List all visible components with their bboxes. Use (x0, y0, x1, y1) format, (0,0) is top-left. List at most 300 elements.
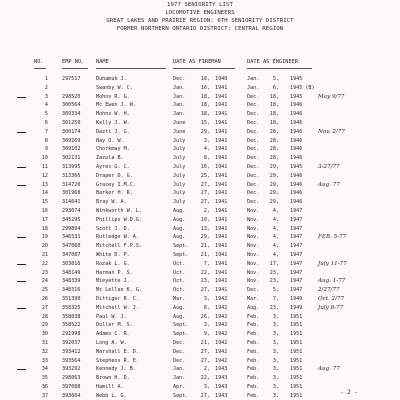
district-line: FORMER NORTHERN ONTARIO DISTRICT: CENTRAL REGION (116, 26, 284, 32)
fireman-day: 3, (203, 296, 210, 302)
employee-number: 300564 (62, 102, 81, 109)
engineer-day: 5, (272, 76, 279, 82)
engineer-year: 1946 (290, 137, 303, 144)
engineer-year: 1946 (290, 111, 303, 118)
row-number: 35 (41, 375, 48, 382)
engineer-day: 18, (269, 102, 279, 109)
col-underline (34, 68, 46, 69)
engineer-month: Feb. (247, 322, 260, 329)
row-number: 24 (41, 278, 48, 285)
handwritten-note: May 9/77 (318, 93, 345, 100)
engineer-day: 28, (269, 146, 279, 153)
fireman-month: July (173, 199, 186, 206)
table-row (0, 286, 400, 295)
table-row (0, 357, 400, 366)
employee-number: 397088 (62, 384, 81, 390)
employee-number: 393412 (62, 348, 81, 355)
employee-name: Scott J. D. (96, 225, 130, 232)
employee-name: Ayres G. C. (96, 164, 130, 170)
fireman-day: 22, (200, 269, 210, 276)
engineer-day: 23, (269, 269, 279, 276)
row-number: 6 (44, 120, 48, 126)
engineer-day: 18, (269, 120, 279, 126)
engineer-month: Dec. (247, 128, 260, 135)
employee-number: 358038 (62, 313, 81, 320)
employee-name: Brown H. D. (96, 375, 130, 382)
employee-number: 393664 (62, 392, 81, 399)
row-number: 20 (41, 243, 48, 250)
engineer-month: Aug. (247, 304, 260, 311)
engineer-month: Dec. (247, 93, 260, 100)
fireman-day: 21, (200, 243, 210, 250)
employee-number: 291998 (62, 331, 81, 338)
fireman-year: 1942 (215, 313, 228, 320)
engineer-month: Jan. (247, 84, 260, 91)
handwritten-note: FEB. 5-77 (318, 234, 347, 241)
fireman-month: June (173, 128, 186, 135)
engineer-year: 1946 (290, 181, 303, 188)
fireman-year: 1941 (215, 260, 228, 267)
employee-number: 302131 (62, 155, 81, 162)
employee-number: 346531 (62, 234, 81, 241)
engineer-year: 1951 (290, 392, 303, 399)
engineer-year: 1947 (290, 216, 303, 223)
fireman-day: 6, (203, 304, 210, 311)
engineer-day: 4, (272, 234, 279, 241)
engineer-month: Dec. (247, 164, 260, 170)
fireman-year: 1941 (215, 269, 228, 276)
employee-number: 309169 (62, 137, 81, 144)
fireman-year: 1942 (215, 348, 228, 355)
table-row (0, 172, 400, 181)
employee-number: 297517 (62, 76, 81, 82)
engineer-year: 1946 (290, 199, 303, 206)
fireman-year: 1941 (215, 111, 228, 118)
table-row (0, 145, 400, 154)
fireman-year: 1941 (215, 243, 228, 250)
fireman-year: 1941 (215, 225, 228, 232)
region-line: GREAT LAKES AND PRAIRIE REGION: 6TH SENIORITY DISTRICT (106, 18, 294, 24)
engineer-year: 1946 (290, 102, 303, 109)
engineer-day: 4, (272, 252, 279, 258)
margin-tick-mark (17, 97, 26, 98)
fireman-day: 27, (200, 287, 210, 294)
fireman-month: Oct. (173, 269, 186, 276)
fireman-day: 27, (200, 181, 210, 188)
table-row (0, 348, 400, 357)
margin-tick-mark (17, 308, 26, 309)
engineer-year: 1951 (290, 357, 303, 364)
engineer-month: Dec. (247, 287, 260, 294)
employee-number: 299894 (62, 225, 81, 232)
fireman-day: 27, (200, 199, 210, 206)
table-row (0, 339, 400, 348)
row-number: 15 (41, 199, 48, 206)
employee-number: 348149 (62, 269, 81, 276)
fireman-day: 18, (200, 76, 210, 82)
fireman-month: July (173, 164, 186, 170)
engineer-year: 1951 (290, 348, 303, 355)
engineer-month: Jan. (247, 76, 260, 82)
employee-number: 303016 (62, 260, 81, 267)
fireman-day: 27, (200, 392, 210, 399)
engineer-day: 3, (272, 392, 279, 399)
row-number: 34 (41, 366, 48, 373)
employee-number: 351390 (62, 296, 81, 302)
table-row (0, 277, 400, 286)
col-underline (247, 68, 312, 69)
fireman-month: Jan. (173, 111, 186, 118)
fireman-year: 1943 (215, 375, 228, 382)
engineer-day: 29, (269, 199, 279, 206)
engineer-day: 23, (269, 304, 279, 311)
fireman-year: 1941 (215, 128, 228, 135)
fireman-year: 1943 (215, 384, 228, 390)
fireman-year: 1942 (215, 304, 228, 311)
employee-number: 314720 (62, 181, 81, 188)
engineer-year: 1951 (290, 340, 303, 346)
fireman-month: Oct. (173, 278, 186, 285)
fireman-day: 27, (200, 190, 210, 197)
engineer-day: 3, (272, 340, 279, 346)
row-number: 17 (41, 216, 48, 223)
fireman-month: July (173, 181, 186, 188)
employee-name: Zazula B. (96, 155, 124, 162)
row-number: 22 (41, 260, 48, 267)
engineer-month: Nov. (247, 260, 260, 267)
employee-number: 347060 (62, 243, 81, 250)
row-number: 11 (41, 164, 48, 170)
row-number: 21 (41, 252, 48, 258)
row-number: 30 (41, 331, 48, 338)
employee-name: Marshall E. D. (96, 348, 139, 355)
employee-name: Chorkmay M. (96, 146, 130, 153)
table-row (0, 84, 400, 93)
fireman-year: 1941 (215, 146, 228, 153)
fireman-month: Mar. (173, 296, 186, 302)
col-header-emp-no: EMP NO. (62, 59, 85, 65)
engineer-year: 1945 (B) (290, 84, 315, 91)
fireman-year: 1941 (215, 287, 228, 294)
employee-number: 293674 (62, 208, 81, 214)
employee-name: Dollar M. S. (96, 322, 133, 329)
fireman-month: Jan. (173, 84, 186, 91)
engineer-month: Nov. (247, 243, 260, 250)
engineer-year: 1947 (290, 208, 303, 214)
fireman-day: 22, (200, 375, 210, 382)
margin-tick-mark (17, 132, 26, 133)
employee-number: 393564 (62, 357, 81, 364)
employee-name: Stephens R. E. (96, 357, 139, 364)
employee-number: 358325 (62, 304, 81, 311)
fireman-month: Sept. (173, 331, 189, 338)
engineer-year: 1946 (290, 155, 303, 162)
employee-name: Mitchell W. J. (96, 304, 139, 311)
fireman-month: July (173, 137, 186, 144)
engineer-day: 3, (272, 331, 279, 338)
fireman-day: 29, (200, 234, 210, 241)
fireman-month: Jan. (173, 366, 186, 373)
margin-tick-mark (17, 264, 26, 265)
fireman-year: 1941 (215, 234, 228, 241)
engineer-month: Dec. (247, 137, 260, 144)
fireman-day: 18, (200, 111, 210, 118)
table-row (0, 101, 400, 110)
engineer-month: Dec. (247, 181, 260, 188)
table-row (0, 233, 400, 242)
handwritten-note: Aug. 77 (318, 366, 340, 373)
fireman-day: 25, (200, 172, 210, 179)
row-number: 32 (41, 348, 48, 355)
engineer-day: 5, (272, 287, 279, 294)
fireman-day: 21, (200, 340, 210, 346)
engineer-month: Dec. (247, 190, 260, 197)
fireman-month: Jan. (173, 375, 186, 382)
col-header-date-engineer: DATE AS ENGINEER (247, 59, 299, 65)
fireman-year: 1941 (215, 120, 228, 126)
engineer-year: 1951 (290, 331, 303, 338)
engineer-day: 3, (272, 313, 279, 320)
engineer-month: Feb. (247, 375, 260, 382)
employee-number: 348316 (62, 287, 81, 294)
fireman-day: 3, (203, 322, 210, 329)
fireman-day: 23, (200, 278, 210, 285)
engineer-month: Feb. (247, 340, 260, 346)
fireman-month: Aug. (173, 225, 186, 232)
col-underline (62, 68, 88, 69)
fireman-year: 1941 (215, 84, 228, 91)
fireman-month: Sept. (173, 392, 189, 399)
engineer-day: 29, (269, 181, 279, 188)
fireman-month: July (173, 190, 186, 197)
row-number: 12 (41, 172, 48, 179)
employee-name: Winkworth W. L. (96, 208, 143, 214)
employee-number: 358522 (62, 322, 81, 329)
table-row (0, 163, 400, 172)
engineer-month: Feb. (247, 384, 260, 390)
table-row (0, 75, 400, 84)
employee-name: Webb L. G. (96, 392, 127, 399)
fireman-month: Sept. (173, 243, 189, 250)
employee-name: Phillips W.D.G. (96, 216, 143, 223)
table-row (0, 181, 400, 190)
row-number: 8 (44, 137, 48, 144)
fireman-year: 1941 (215, 155, 228, 162)
engineer-month: Feb. (247, 392, 260, 399)
employee-name: Mieyette J. (96, 278, 130, 285)
margin-tick-mark (17, 185, 26, 186)
engineer-year: 1947 (290, 225, 303, 232)
engineer-day: 4, (272, 243, 279, 250)
table-row (0, 330, 400, 339)
table-row (0, 110, 400, 119)
employee-name: Gracey I.M.C. (96, 181, 136, 188)
engineer-day: 3, (272, 348, 279, 355)
employee-name: Kennedy J. B. (96, 366, 136, 373)
table-row (0, 207, 400, 216)
row-number: 29 (41, 322, 48, 329)
fireman-day: 18, (200, 102, 210, 109)
handwritten-note: Aug. 1-77 (318, 278, 346, 285)
employee-number: 298063 (62, 375, 81, 382)
fireman-month: Aug. (173, 208, 186, 214)
fireman-month: Aug. (173, 216, 186, 223)
margin-tick-mark (17, 281, 26, 282)
engineer-day: 23, (269, 278, 279, 285)
col-underline (96, 68, 166, 69)
fireman-day: 27, (200, 357, 210, 364)
employee-number: 347087 (62, 252, 81, 258)
table-row (0, 365, 400, 374)
employee-name: Hay O. W. (96, 137, 124, 144)
engineer-day: 17, (269, 260, 279, 267)
employee-name: Dazti J. G. (96, 128, 130, 135)
engineer-year: 1951 (290, 322, 303, 329)
fireman-year: 1941 (215, 181, 228, 188)
table-row (0, 154, 400, 163)
fireman-month: July (173, 155, 186, 162)
fireman-year: 1941 (215, 172, 228, 179)
fireman-year: 1942 (215, 340, 228, 346)
engineer-month: Feb. (247, 348, 260, 355)
engineer-day: 4, (272, 208, 279, 214)
table-row (0, 304, 400, 313)
engineer-month: Dec. (247, 172, 260, 179)
fireman-day: 15, (200, 120, 210, 126)
engineer-day: 29, (269, 190, 279, 197)
fireman-year: 1941 (215, 199, 228, 206)
margin-tick-mark (17, 167, 26, 168)
engineer-month: Dec. (247, 155, 260, 162)
table-row (0, 295, 400, 304)
table-row (0, 260, 400, 269)
employee-name: Bray W. A. (96, 199, 127, 206)
fireman-day: 2, (203, 208, 210, 214)
engineer-day: 28, (269, 155, 279, 162)
fireman-month: July (173, 146, 186, 153)
handwritten-note: Oct. 2/77 (318, 296, 345, 302)
engineer-month: Feb. (247, 331, 260, 338)
fireman-month: Sept. (173, 322, 189, 329)
engineer-day: 28, (269, 128, 279, 135)
employee-name: Draper D. G. (96, 172, 133, 179)
engineer-month: Feb. (247, 313, 260, 320)
employee-name: Long A. W. (96, 340, 127, 346)
fireman-month: July (173, 172, 186, 179)
employee-name: Dittiger R. C. (96, 296, 139, 302)
page-number: - 2 - (340, 389, 359, 396)
employee-number: 314641 (62, 199, 81, 206)
margin-tick-mark (17, 369, 26, 370)
fireman-year: 1942 (215, 331, 228, 338)
fireman-day: 29, (200, 128, 210, 135)
fireman-year: 1941 (215, 137, 228, 144)
engineer-day: 4, (272, 225, 279, 232)
fireman-year: 1940 (215, 76, 228, 82)
fireman-day: 21, (200, 252, 210, 258)
table-row (0, 216, 400, 225)
fireman-day: 8, (203, 155, 210, 162)
row-number: 1 (44, 76, 48, 82)
table-row (0, 313, 400, 322)
fireman-day: 18, (200, 93, 210, 100)
fireman-year: 1942 (215, 357, 228, 364)
fireman-day: 26, (200, 313, 210, 320)
employee-name: Mc Lellan K. G. (96, 287, 143, 294)
table-row (0, 128, 400, 137)
row-number: 3 (44, 93, 48, 100)
row-number: 10 (41, 155, 48, 162)
fireman-year: 1941 (215, 208, 228, 214)
engineer-year: 1951 (290, 366, 303, 373)
engineer-day: 18, (269, 111, 279, 118)
fireman-year: 1941 (215, 164, 228, 170)
table-row (0, 374, 400, 383)
engineer-year: 1945 (290, 76, 303, 82)
list-subtitle: LOCOMOTIVE ENGINEERS (165, 10, 235, 16)
row-number: 27 (41, 304, 48, 311)
engineer-day: 18, (269, 93, 279, 100)
employee-name: Harman P. S. (96, 269, 133, 276)
row-number: 25 (41, 287, 48, 294)
row-number: 16 (41, 208, 48, 214)
fireman-month: Jan. (173, 93, 186, 100)
row-number: 7 (44, 128, 48, 135)
fireman-month: Sept. (173, 252, 189, 258)
fireman-day: 16, (200, 84, 210, 91)
employee-name: Adams C. R. (96, 331, 130, 338)
engineer-month: Nov. (247, 278, 260, 285)
employee-number: 298520 (62, 93, 81, 100)
row-number: 19 (41, 234, 48, 241)
employee-number: 309334 (62, 111, 81, 118)
fireman-month: Aug. (173, 313, 186, 320)
engineer-day: 4, (272, 216, 279, 223)
row-number: 37 (41, 392, 48, 399)
fireman-year: 1941 (215, 278, 228, 285)
row-number: 4 (44, 102, 48, 109)
employee-name: Swanby W. C. (96, 84, 133, 91)
employee-name: Duhamuk J. (96, 76, 127, 82)
engineer-month: Mar. (247, 296, 260, 302)
employee-name: Paul W. J. (96, 313, 127, 320)
employee-number: 393292 (62, 366, 81, 373)
fireman-day: 2, (203, 366, 210, 373)
employee-number: 301250 (62, 120, 81, 126)
employee-name: Hamill A. (96, 384, 124, 390)
table-row (0, 198, 400, 207)
engineer-day: 7, (272, 296, 279, 302)
fireman-year: 1941 (215, 93, 228, 100)
employee-number: 313995 (62, 164, 81, 170)
table-row (0, 225, 400, 234)
employee-number: 301968 (62, 190, 81, 197)
fireman-day: 3, (203, 384, 210, 390)
col-header-name: NAME (96, 59, 109, 65)
engineer-month: Nov. (247, 252, 260, 258)
fireman-year: 1942 (215, 322, 228, 329)
fireman-year: 1941 (215, 216, 228, 223)
row-number: 5 (44, 111, 48, 118)
fireman-day: 10, (200, 216, 210, 223)
fireman-day: 16, (200, 164, 210, 170)
row-number: 26 (41, 296, 48, 302)
engineer-year: 1951 (290, 384, 303, 390)
row-number: 13 (41, 181, 48, 188)
fireman-month: Aug. (173, 234, 186, 241)
engineer-month: Nov. (247, 208, 260, 214)
row-number: 9 (44, 146, 48, 153)
